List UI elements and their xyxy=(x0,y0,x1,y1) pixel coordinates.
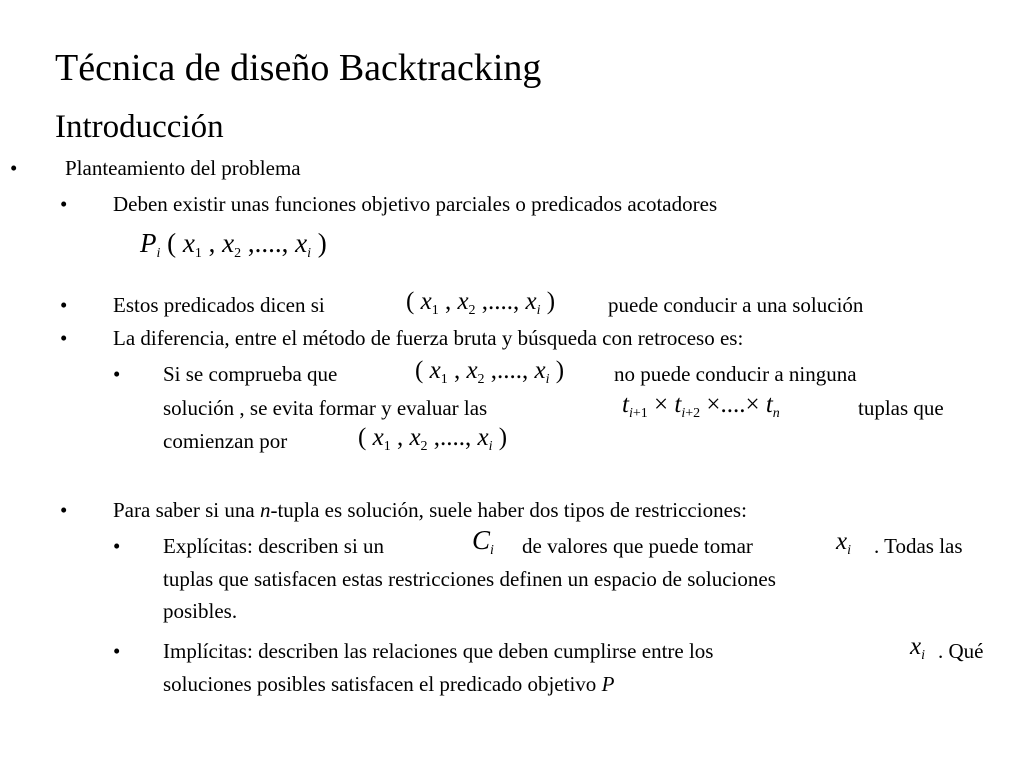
slide-subtitle: Introducción xyxy=(55,109,224,145)
bullet: • xyxy=(10,156,18,180)
item-impl-2: soluciones posibles satisfacen el predicado objetivo P xyxy=(163,672,615,696)
item-diferencia: La diferencia, entre el método de fuerza bruta y búsqueda con retroceso es: xyxy=(113,326,744,350)
item-si-b: no puede conducir a ninguna xyxy=(614,362,857,386)
formula-tuple: ( $x_1$ , $x_2$ ,...., $x_i$ ) xyxy=(358,424,508,454)
formula-ci: $C_i$ xyxy=(472,525,494,558)
bullet: • xyxy=(60,498,68,522)
item-expl-2: tuplas que satisfacen estas restricciones definen un espacio de soluciones xyxy=(163,567,776,591)
item-expl-b: de valores que puede tomar xyxy=(522,534,753,558)
item-impl-a: Implícitas: describen las relaciones que deben cumplirse entre los xyxy=(163,639,714,663)
item-expl-a: Explícitas: describen si un xyxy=(163,534,385,558)
item-comienzan: comienzan por xyxy=(163,429,288,453)
item-estos-b: puede conducir a una solución xyxy=(608,293,864,317)
formula-tuple: ( $x_1$ , $x_2$ ,...., $x_i$ ) xyxy=(415,357,565,387)
formula-predicate: $P_i$ ( $x_1$ , $x_2$ ,...., $x_i$ ) xyxy=(140,228,327,261)
bullet: • xyxy=(113,362,121,386)
formula-product: $t_{i+1} \times t_{i+2}$ ×....× $t_n$ xyxy=(622,391,780,421)
formula-tuple: ( $x_1$ , $x_2$ ,...., $x_i$ ) xyxy=(406,288,556,318)
bullet: • xyxy=(60,293,68,317)
item-sol-b: tuplas que xyxy=(858,396,944,420)
bullet: • xyxy=(113,534,121,558)
slide-title: Técnica de diseño Backtracking xyxy=(55,47,542,89)
item-sol-a: solución , se evita formar y evaluar las xyxy=(163,396,488,420)
formula-xi: $x_i$ xyxy=(836,528,851,558)
item-para-saber: Para saber si una n-tupla es solución, suele haber dos tipos de restricciones: xyxy=(113,498,747,522)
item-estos-a: Estos predicados dicen si xyxy=(113,293,325,317)
bullet: • xyxy=(113,639,121,663)
item-deben-existir: Deben existir unas funciones objetivo parciales o predicados acotadores xyxy=(113,192,718,216)
item-si-a: Si se comprueba que xyxy=(163,362,338,386)
item-impl-b: . Qué xyxy=(938,639,984,663)
item-planteamiento: Planteamiento del problema xyxy=(65,156,301,180)
formula-xi: $x_i$ xyxy=(910,633,925,663)
item-expl-3: posibles. xyxy=(163,599,238,623)
bullet: • xyxy=(60,192,68,216)
bullet: • xyxy=(60,326,68,350)
item-expl-c: . Todas las xyxy=(874,534,963,558)
